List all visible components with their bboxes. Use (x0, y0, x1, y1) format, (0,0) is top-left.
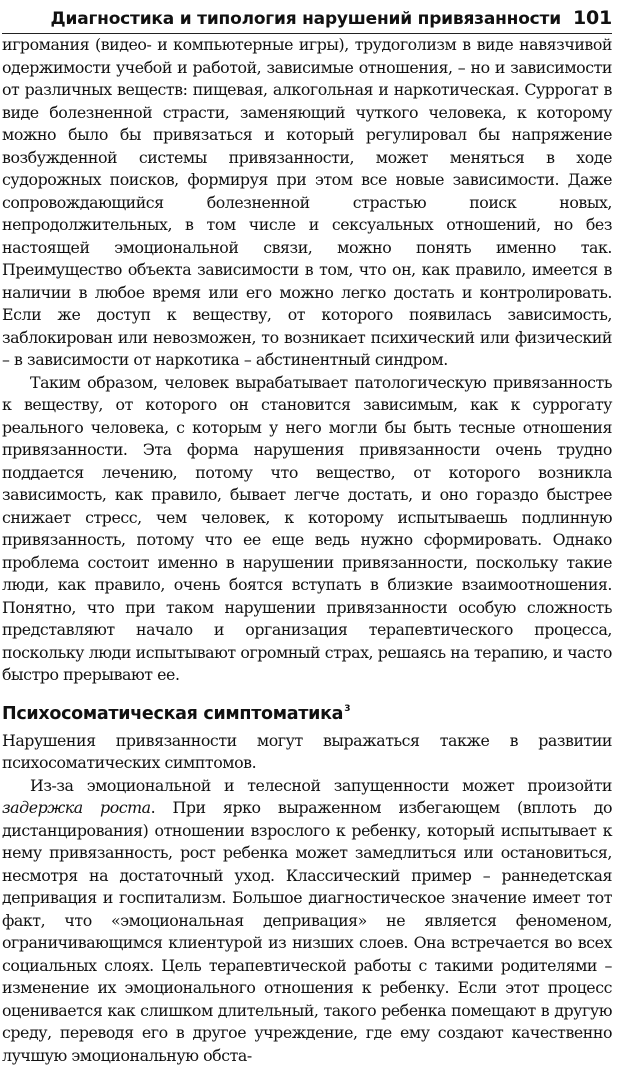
running-title: Диагностика и типология нарушений привязанности (51, 9, 561, 29)
paragraph: Нарушения привязанности могут выражаться также в развитии психосоматических симптомов. (2, 730, 612, 775)
running-header (2, 0, 612, 34)
text-run: Из-за эмоциональной и телесной запущенности может произойти (30, 776, 612, 795)
footnote-mark: 3 (344, 704, 350, 714)
page-number: 101 (573, 7, 612, 29)
page-body (2, 34, 612, 1067)
paragraph (2, 775, 612, 1067)
emphasis-term: задержка роста (2, 798, 151, 817)
text-run: . При ярко выраженном избегающем (вплоть до дистанцирования) отношении взрослого к ребенку, который испытывает к нему привязанность, рост ребенка может замедлиться или остановиться, несмотря на достаточный уход. Классический пример – раннедетская депривация и госпитализм. Большое диагностическое значение имеет тот факт, что «эмоциональная депривация» не является феноменом, ограничивающимся клиентурой из низших слоев. Она встречается во всех социальных слоях. Цель терапевтической работы с такими родителями – изменение их эмоционального отношения к ребенку. Если этот процесс оценивается как слишком длительный, такого ребенка помещают в другую среду, переводя его в другое учреждение, где ему создают качественно лучшую эмоциональную обста- (2, 798, 612, 1065)
section-heading (2, 697, 612, 726)
paragraph: Таким образом, человек вырабатывает патологическую привязанность к веществу, от которого он становится зависимым, как к суррогату реального человека, с которым у него могли бы быть тесные отношения привязанности. Эта форма нарушения привязанности очень трудно поддается лечению, потому что вещество, от которого возникла зависимость, как правило, бывает легче достать, и оно гораздо быстрее снижает стресс, чем человек, к которому испытываешь подлинную привязанность, потому что ее еще ведь нужно сформировать. Однако проблема состоит именно в нарушении привязанности, поскольку такие люди, как правило, очень боятся вступать в близкие взаимоотношения. Понятно, что при таком нарушении привязанности особую сложность представляют начало и организация терапевтического процесса, поскольку люди испытывают огромный страх, решаясь на терапию, и часто быстро прерывают ее. (2, 372, 612, 687)
section-heading-text: Психосоматическая симптоматика (2, 704, 343, 724)
paragraph-continued: игромания (видео- и компьютерные игры), трудоголизм в виде навязчивой одержимости учебой и работой, зависимые отношения, – но и зависимости от различных веществ: пищевая, алкогольная и наркотическая. Суррогат в виде болезненной страсти, заменяющий чуткого человека, к которому можно было бы привязаться и который регулировал бы напряжение возбужденной системы привязанности, может меняться в ходе судорожных поисков, формируя при этом все новые зависимости. Даже сопровождающийся болезненной страстью поиск новых, непродолжительных, в том числе и сексуальных отношений, но без настоящей эмоциональной связи, можно понять именно так. Преимущество объекта зависимости в том, что он, как правило, имеется в наличии в любое время или его можно легко достать и контролировать. Если же доступ к веществу, от которого появилась зависимость, заблокирован или невозможен, то возникает психический или физический – в зависимости от наркотика – абстинентный синдром. (2, 34, 612, 372)
